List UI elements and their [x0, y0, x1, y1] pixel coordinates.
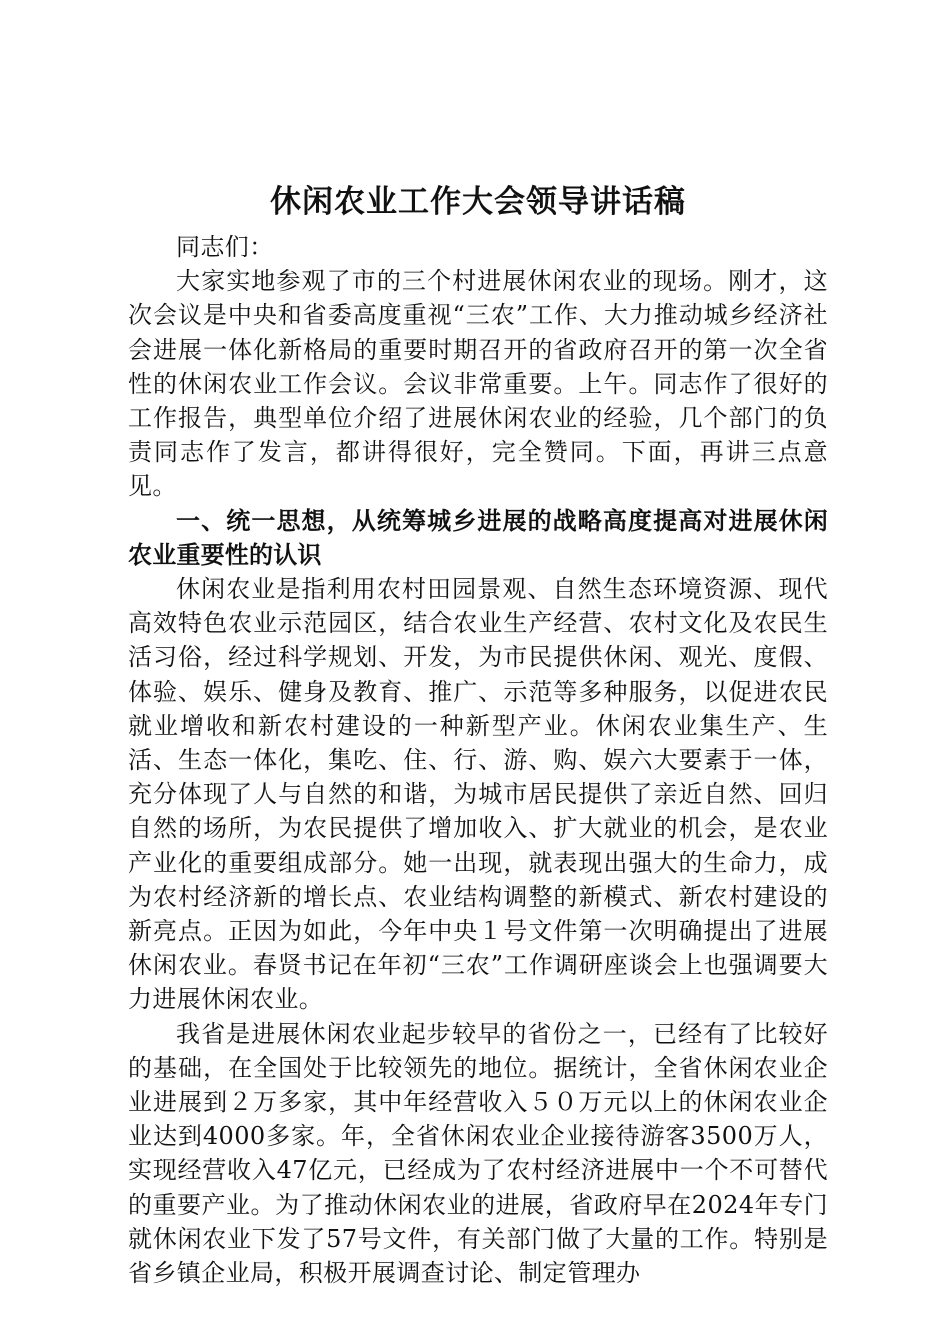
greeting: 同志们：	[176, 233, 274, 261]
section-heading-1: 一、统一思想，从统筹城乡进展的战略高度提高对进展休闲农业重要性的认识	[128, 506, 828, 569]
document-title: 休闲农业工作大会领导讲话稿	[270, 184, 686, 220]
paragraph-definition: 休闲农业是指利用农村田园景观、自然生态环境资源、现代高效特色农业示范园区，结合农业生产经营、农村文化及农民生活习俗，经过科学规划、开发，为市民提供休闲、观光、度假、体验、娱乐、健身及教育、推广、示范等多种服务，以促进农民就业增收和新农村建设的一种新型产业。休闲农业集生产、生活、生态一体化，集吃、住、行、游、购、娱六大要素于一体，充分体现了人与自然的和谐，为城市居民提供了亲近自然、回归自然的场所，为农民提供了增加收入、扩大就业的机会，是农业产业化的重要组成部分。她一出现，就表现出强大的生命力，成为农村经济新的增长点、农业结构调整的新模式、新农村建设的新亮点。正因为如此，今年中央１号文件第一次明确提出了进展休闲农业。春贤书记在年初“三农”工作调研座谈会上也强调要大力进展休闲农业。	[128, 575, 828, 1014]
paragraph-intro: 大家实地参观了市的三个村进展休闲农业的现场。刚才，这次会议是中央和省委高度重视“三农”工作、大力推动城乡经济社会进展一体化新格局的重要时期召开的省政府召开的第一次全省性的休闲农业工作会议。会议非常重要。上午。同志作了很好的工作报告，典型单位介绍了进展休闲农业的经验，几个部门的负责同志作了发言，都讲得很好，完全赞同。下面，再讲三点意见。	[128, 267, 828, 501]
paragraph-province-status: 我省是进展休闲农业起步较早的省份之一，已经有了比较好的基础，在全国处于比较领先的地位。据统计，全省休闲农业企业进展到２万多家，其中年经营收入５０万元以上的休闲农业企业达到4000多家。年，全省休闲农业企业接待游客3500万人，实现经营收入47亿元，已经成为了农村经济进展中一个不可替代的重要产业。为了推动休闲农业的进展，省政府早在2024年专门就休闲农业下发了57号文件，有关部门做了大量的工作。特别是省乡镇企业局，积极开展调查讨论、制定管理办	[128, 1019, 828, 1288]
document-body	[128, 180, 828, 1290]
